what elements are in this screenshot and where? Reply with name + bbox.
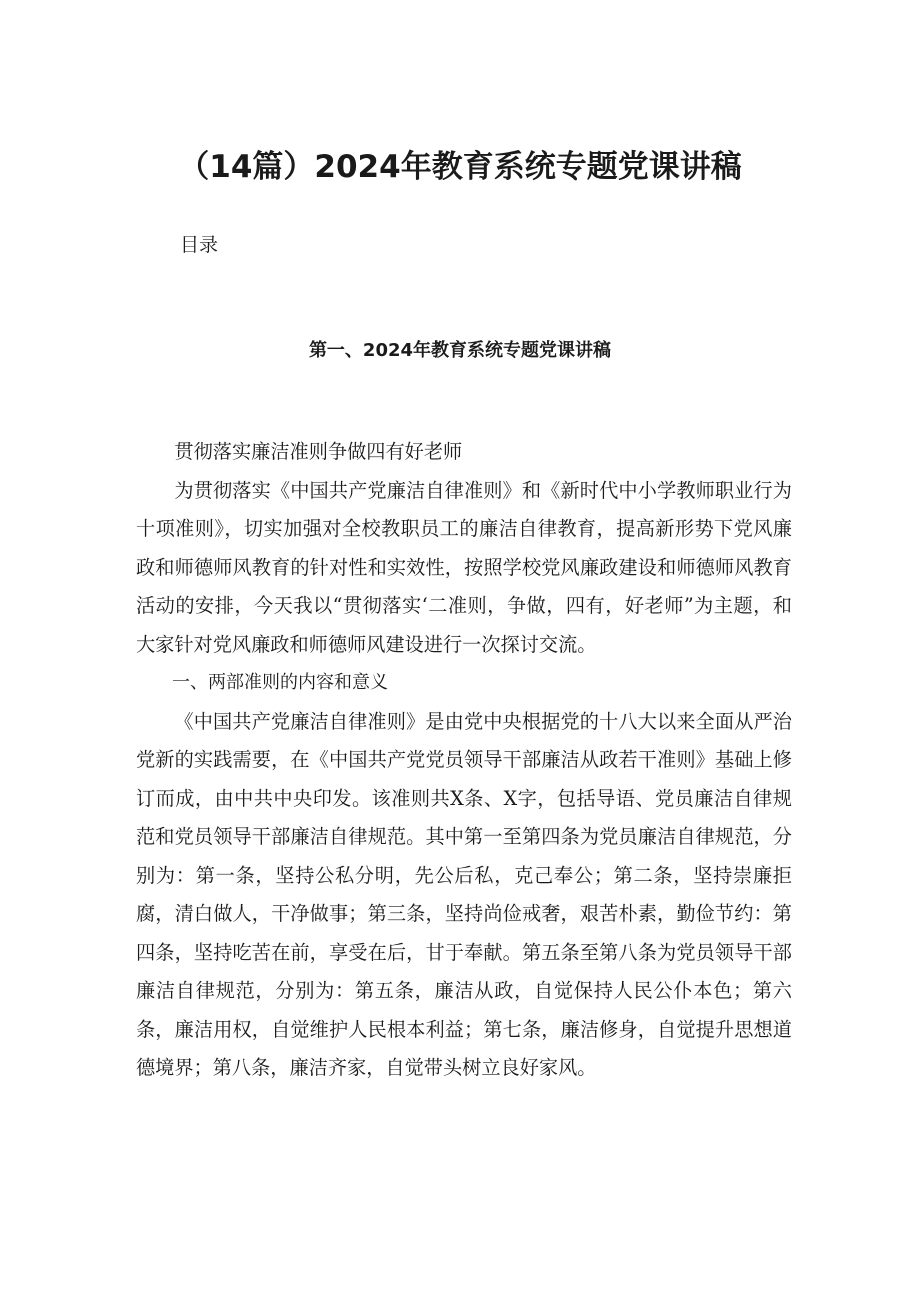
section-paragraph: 《中国共产党廉洁自律准则》是由党中央根据党的十八大以来全面从严治党新的实践需要，在《中国共产党党员领导干部廉洁从政若干准则》基础上修订而成，由中共中央印发。该准则共X条、X字，包括导语、党员廉洁自律规范和党员领导干部廉洁自律规范。其中第一至第四条为党员廉洁自律规范，分别为：第一条，坚持公私分明，先公后私，克己奉公；第二条，坚持崇廉拒腐，清白做人，干净做事；第三条，坚持尚俭戒奢，艰苦朴素，勤俭节约：第四条，坚持吃苦在前，享受在后，甘于奉献。第五条至第八条为党员领导干部廉洁自律规范，分别为：第五条，廉洁从政，自觉保持人民公仆本色；第六条，廉洁用权，自觉维护人民根本利益；第七条，廉洁修身，自觉提升思想道德境界；第八条，廉洁齐家，自觉带头树立良好家风。 (136, 709, 792, 1079)
toc-label: 目录 (180, 234, 219, 256)
section-heading: 一、两部准则的内容和意义 (172, 672, 388, 693)
speech-subtitle: 贯彻落实廉洁准则争做四有好老师 (174, 440, 463, 463)
document-title: （14篇）2024年教育系统专题党课讲稿 (178, 149, 742, 185)
document-body (136, 433, 792, 1088)
intro-paragraph: 为贯彻落实《中国共产党廉洁自律准则》和《新时代中小学教师职业行为十项准则》，切实加强对全校教职员工的廉洁自律教育，提高新形势下党风廉政和师德师风教育的针对性和实效性，按照学校党风廉政建设和师德师风教育活动的安排，今天我以“贯彻落实‘二准则，争做，四有，好老师”为主题，和大家针对党风廉政和师德师风建设进行一次探讨交流。 (136, 478, 792, 656)
chapter-title: 第一、2024年教育系统专题党课讲稿 (308, 340, 612, 361)
